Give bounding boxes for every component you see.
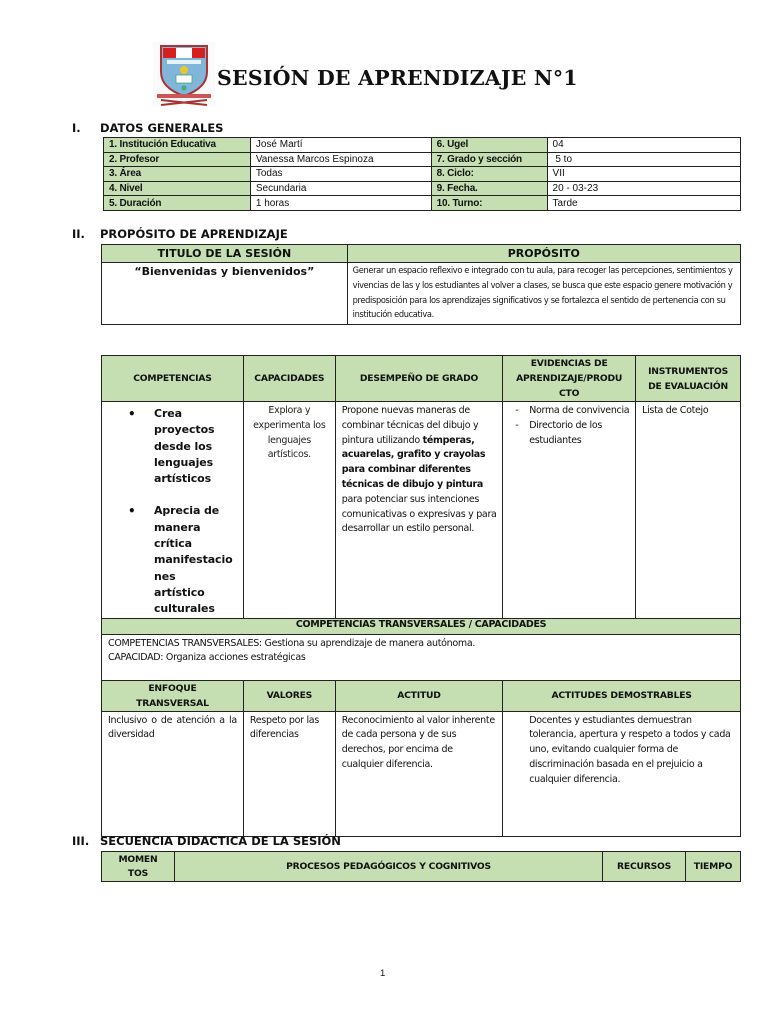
desempeno-text-2: para potenciar sus intenciones comunicativas o expresivas y para desarrollar un estilo personal. (341, 493, 497, 535)
enfoque-cell: Inclusivo o de atención a la diversidad (102, 711, 244, 836)
header-procesos: PROCESOS PEDAGÓGICOS Y COGNITIVOS (174, 852, 602, 882)
value-nivel: Secundaria (250, 181, 431, 196)
section-2-number: II. (72, 227, 85, 241)
value-duracion: 1 horas (250, 196, 431, 211)
label-duracion: 5. Duración (104, 196, 251, 211)
desempeno-cell (335, 402, 502, 619)
label-ugel: 6. Ugel (431, 138, 547, 153)
value-grado: 5 to (547, 152, 740, 167)
section-2-heading (72, 227, 472, 243)
school-crest-icon (153, 42, 215, 106)
value-ugel: 04 (547, 138, 740, 153)
section-3-title: SECUENCIA DIDACTICA DE LA SESIÓN (100, 834, 341, 848)
table-row (104, 152, 741, 167)
session-title: “Bienvenidas y bienvenidos” (102, 263, 348, 325)
table-row (104, 196, 741, 211)
label-grado: 7. Grado y sección (431, 152, 547, 167)
competencias-list (102, 402, 243, 618)
label-fecha: 9. Fecha. (431, 181, 547, 196)
header-recursos: RECURSOS (603, 852, 686, 882)
label-area: 3. Área (104, 167, 251, 182)
label-institucion: 1. Institución Educativa (104, 138, 251, 153)
label-profesor: 2. Profesor (104, 152, 251, 167)
header-titulo-sesion: TITULO DE LA SESIÓN (102, 245, 348, 263)
list-item: - Directorio de los estudiantes (515, 419, 631, 449)
capacidades-cell: Explora y experimenta los lenguajes artísticos. (243, 402, 335, 619)
header-actitud: ACTITUD (335, 680, 502, 711)
datos-generales-table (103, 137, 741, 211)
header-evidencias: EVIDENCIAS DE APRENDIZAJE/PRODU CTO (503, 356, 636, 402)
header-proposito: PROPÓSITO (347, 245, 740, 263)
section-1-heading (72, 121, 372, 137)
section-1-title: DATOS GENERALES (100, 121, 224, 135)
list-item: • Aprecia de manera crítica manifestacio nes artístico culturales (128, 503, 228, 617)
label-turno: 10. Turno: (431, 196, 547, 211)
header-competencias: COMPETENCIAS (102, 356, 244, 402)
header-valores: VALORES (243, 680, 335, 711)
value-turno: Tarde (547, 196, 740, 211)
secuencia-table (101, 851, 741, 882)
evidencias-cell (503, 402, 636, 619)
instrumentos-cell: Lista de Cotejo (636, 402, 741, 619)
section-2-title: PROPÓSITO DE APRENDIZAJE (100, 227, 288, 241)
table-row (104, 138, 741, 153)
list-item: • Crea proyectos desde los lenguajes artísticos (128, 406, 228, 487)
desempeno-text-bold: témperas, acuarelas, grafito y crayolas para combinar diferentes técnicas de dibujo y pintura (341, 434, 486, 490)
proposito-text: Generar un espacio reflexivo e integrado con tu aula, para recoger las percepciones, sentimientos y vivencias de las y los estudiantes al volver a clases, se busca que este espacio genere motivación y predisposición para los aprendizajes significativos y se fortalezca el sentido de pertenencia con su institución educativa. (347, 263, 740, 325)
header-capacidades: CAPACIDADES (243, 356, 335, 402)
list-item: - Norma de convivencia (515, 404, 631, 419)
transversales-cell (102, 634, 741, 680)
value-fecha: 20 - 03-23 (547, 181, 740, 196)
label-ciclo: 8. Ciclo: (431, 167, 547, 182)
section-3-heading (72, 834, 472, 850)
section-3-number: III. (72, 834, 90, 848)
header-momentos: MOMEN TOS (102, 852, 175, 882)
table-row (104, 167, 741, 182)
header-tiempo: TIEMPO (686, 852, 741, 882)
desempeno-text-1: Propone nuevas maneras de combinar técnicas del dibujo y pintura utilizando (341, 405, 479, 446)
table-row (104, 181, 741, 196)
value-profesor: Vanessa Marcos Espinoza (250, 152, 431, 167)
valores-cell: Respeto por las diferencias (243, 711, 335, 836)
actitud-cell: Reconocimiento al valor inherente de cada persona y de sus derechos, por encima de cualquier diferencia. (335, 711, 502, 836)
header-desempeno: DESEMPEÑO DE GRADO (335, 356, 502, 402)
actitudes-demostrables-cell: Docentes y estudiantes demuestran tolerancia, apertura y respeto a todos y cada uno, evitando cualquier forma de discriminación basada en el prejuicio a cualquier diferencia. (503, 711, 741, 836)
value-ciclo: VII (547, 167, 740, 182)
header-actitudes-demostrables: ACTITUDES DEMOSTRABLES (503, 680, 741, 711)
value-institucion: José Martí (250, 138, 431, 153)
section-1-number: I. (72, 121, 81, 135)
competencias-cell (102, 402, 244, 619)
header-instrumentos: INSTRUMENTOS DE EVALUACIÓN (636, 356, 741, 402)
competencias-table (101, 355, 741, 837)
header-enfoque: ENFOQUE TRANSVERSAL (102, 680, 244, 711)
document-title: SESIÓN DE APRENDIZAJE N°1 (217, 66, 578, 90)
label-nivel: 4. Nivel (104, 181, 251, 196)
page-number: 1 (380, 968, 386, 979)
capacidad-transversal: CAPACIDAD: Organiza acciones estratégicas (108, 652, 306, 664)
proposito-table (101, 244, 741, 325)
transversales-header: COMPETENCIAS TRANSVERSALES / CAPACIDADES (102, 618, 741, 634)
competencia-transversal: COMPETENCIAS TRANSVERSALES: Gestiona su aprendizaje de manera autónoma. (108, 637, 476, 649)
value-area: Todas (250, 167, 431, 182)
